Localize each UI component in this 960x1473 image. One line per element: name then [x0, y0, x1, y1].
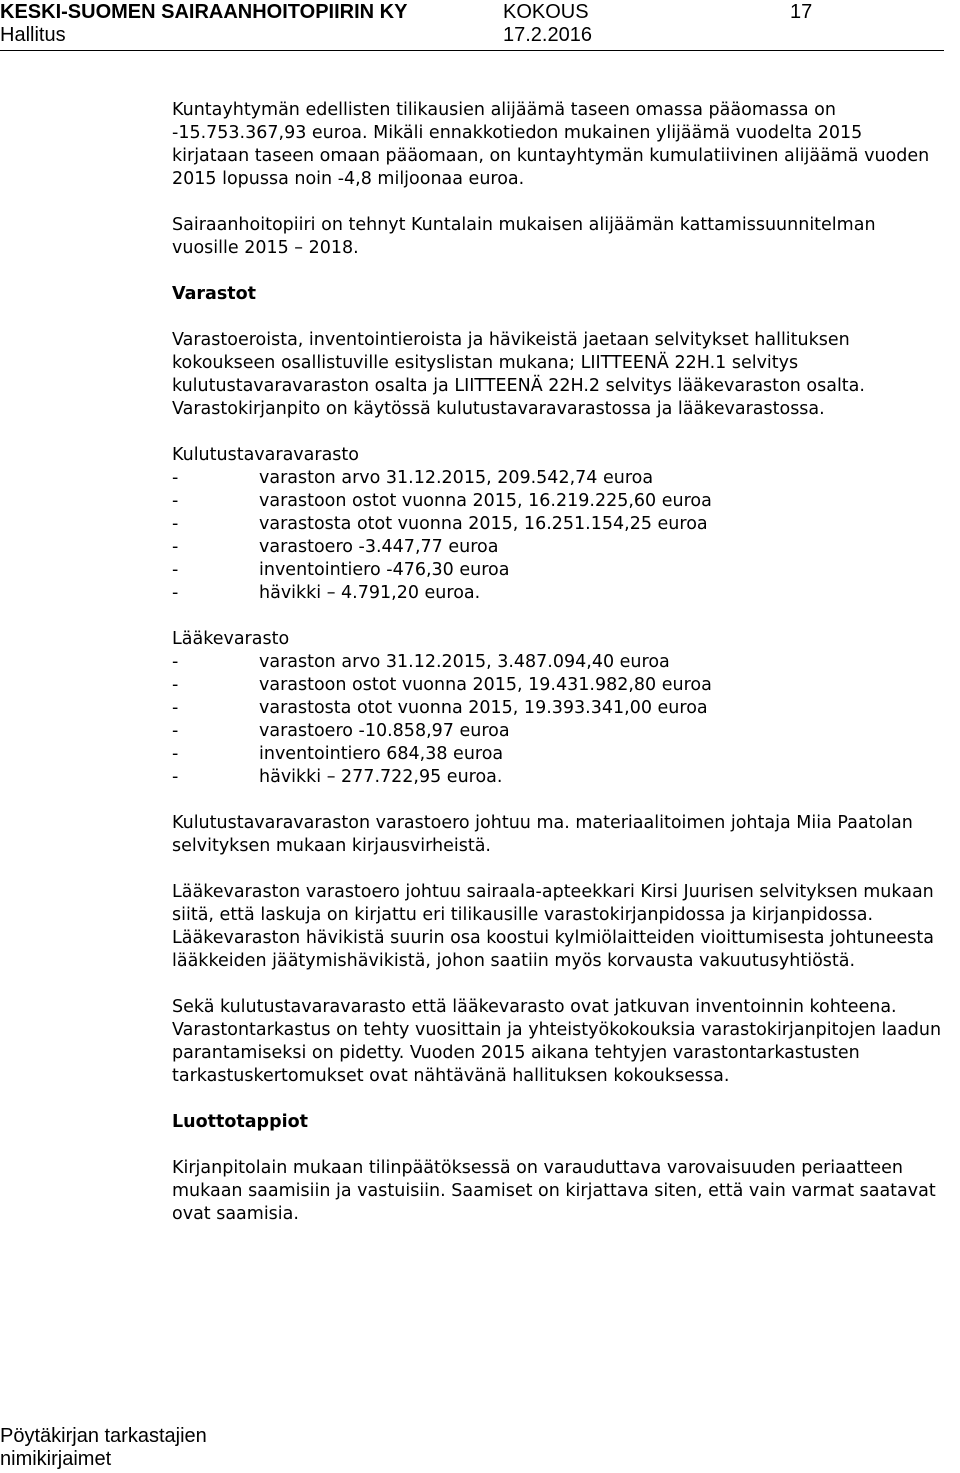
- list-dash: -: [172, 744, 179, 764]
- list-item: [172, 651, 944, 674]
- list-dash: -: [172, 514, 179, 534]
- list-dash: -: [172, 698, 179, 718]
- paragraph-inventory-reports: Varastoeroista, inventointieroista ja hävikeistä jaetaan selvitykset hallituksen kokoukseen osallistuville esityslistan mukana; LIITTEENÄ 22H.1 selvitys kulutustavaravaraston osalta ja LIITTEENÄ 22H.2 selvitys lääkevaraston osalta. Varastokirjanpito on käytössä kulutustavaravarastossa ja lääkevarastossa.: [172, 330, 865, 419]
- list-item: [172, 559, 944, 582]
- meeting-type: KOKOUS: [503, 1, 589, 23]
- list-title-laakevarasto: Lääkevarasto: [172, 629, 290, 649]
- list-item-text: varastoon ostot vuonna 2015, 16.219.225,60 euroa: [259, 491, 712, 511]
- paragraph-kulutus-explanation: Kulutustavaravaraston varastoero johtuu ma. materiaalitoimen johtaja Miia Paatolan selvityksen mukaan kirjausvirheistä.: [172, 813, 913, 856]
- list-dash: -: [172, 767, 179, 787]
- paragraph-continuous-inventory: Sekä kulutustavaravarasto että lääkevarasto ovat jatkuvan inventoinnin kohteena. Varastontarkastus on tehty vuosittain ja yhteistyökokouksia varastokirjanpitojen laadun parantamiseksi on pidetty. Vuoden 2015 aikana tehtyjen varastontarkastusten tarkastuskertomukset ovat nähtävänä hallituksen kokouksessa.: [172, 997, 942, 1086]
- list-item-text: varastosta otot vuonna 2015, 16.251.154,25 euroa: [259, 514, 708, 534]
- governing-body: Hallitus: [0, 24, 66, 46]
- paragraph-laake-explanation: Lääkevaraston varastoero johtuu sairaala-apteekkari Kirsi Juurisen selvityksen mukaan siitä, että laskuja on kirjattu eri tilikausille varastokirjanpidossa ja kirjanpidossa. Lääkevaraston hävikistä suurin osa koostui kylmiölaitteiden vioittumisesta johtuneesta lääkkeiden jäätymishävikistä, johon saatiin myös korvausta vakuutusyhtiöstä.: [172, 882, 934, 971]
- list-item: [172, 513, 944, 536]
- list-dash: -: [172, 652, 179, 672]
- list-item: [172, 697, 944, 720]
- list-item-text: inventointiero -476,30 euroa: [259, 560, 510, 580]
- list-dash: -: [172, 491, 179, 511]
- list-item: [172, 536, 944, 559]
- list-dash: -: [172, 675, 179, 695]
- list-item-text: varastosta otot vuonna 2015, 19.393.341,00 euroa: [259, 698, 708, 718]
- list-item-text: hävikki – 4.791,20 euroa.: [259, 583, 481, 603]
- footer-signature-label: Pöytäkirjan tarkastajien: [0, 1425, 207, 1447]
- page-footer: [0, 1425, 207, 1471]
- page-header: [0, 0, 960, 52]
- page-number: 17: [790, 1, 813, 23]
- list-item: [172, 467, 944, 490]
- list-item: [172, 743, 944, 766]
- list-item: [172, 582, 944, 605]
- list-item-text: inventointiero 684,38 euroa: [259, 744, 504, 764]
- paragraph-coverage-plan: Sairaanhoitopiiri on tehnyt Kuntalain mukaisen alijäämän kattamissuunnitelman vuosille 2015 – 2018.: [172, 215, 876, 258]
- list-item-text: varaston arvo 31.12.2015, 209.542,74 euroa: [259, 468, 654, 488]
- list-item-text: varastoero -10.858,97 euroa: [259, 721, 510, 741]
- list-dash: -: [172, 560, 179, 580]
- meeting-date: 17.2.2016: [503, 24, 592, 46]
- list-item-text: varastoero -3.447,77 euroa: [259, 537, 499, 557]
- list-dash: -: [172, 537, 179, 557]
- footer-initials-label: nimikirjaimet: [0, 1448, 112, 1470]
- list-dash: -: [172, 468, 179, 488]
- document-body: [172, 99, 944, 1249]
- list-item-text: varaston arvo 31.12.2015, 3.487.094,40 euroa: [259, 652, 670, 672]
- list-laakevarasto: [172, 651, 944, 789]
- list-dash: -: [172, 721, 179, 741]
- section-title-varastot: Varastot: [172, 284, 257, 304]
- list-item: [172, 490, 944, 513]
- list-item: [172, 674, 944, 697]
- list-kulutustavaravarasto: [172, 467, 944, 605]
- list-item-text: varastoon ostot vuonna 2015, 19.431.982,80 euroa: [259, 675, 712, 695]
- list-dash: -: [172, 583, 179, 603]
- list-item-text: hävikki – 277.722,95 euroa.: [259, 767, 503, 787]
- organization-name: KESKI-SUOMEN SAIRAANHOITOPIIRIN KY: [0, 1, 408, 23]
- list-item: [172, 766, 944, 789]
- list-item: [172, 720, 944, 743]
- section-title-luottotappiot: Luottotappiot: [172, 1112, 309, 1132]
- list-title-kulutustavaravarasto: Kulutustavaravarasto: [172, 445, 359, 465]
- paragraph-deficit: Kuntayhtymän edellisten tilikausien alijäämä taseen omassa pääomassa on -15.753.367,93 euroa. Mikäli ennakkotiedon mukainen ylijäämä vuodelta 2015 kirjataan taseen omaan pääomaan, on kuntayhtymän kumulatiivinen alijäämä vuoden 2015 lopussa noin -4,8 miljoonaa euroa.: [172, 100, 930, 189]
- header-divider: [0, 50, 944, 51]
- paragraph-receivables: Kirjanpitolain mukaan tilinpäätöksessä on varauduttava varovaisuuden periaatteen mukaan saamisiin ja vastuisiin. Saamiset on kirjattava siten, että vain varmat saatavat ovat saamisia.: [172, 1158, 936, 1224]
